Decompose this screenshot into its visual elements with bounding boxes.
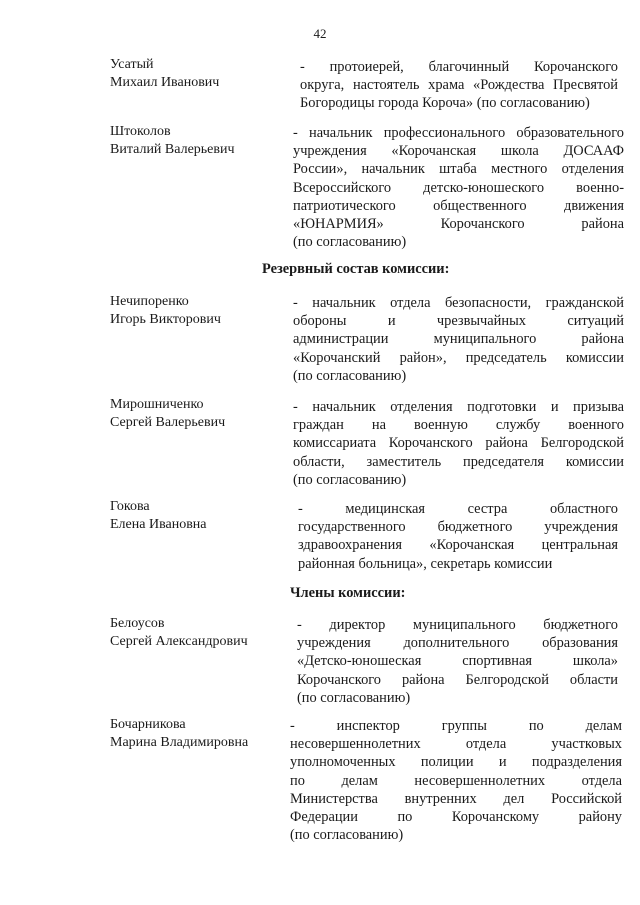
member-description bbox=[293, 294, 624, 385]
description-line: уполномоченных полиции и подразделения bbox=[290, 754, 622, 771]
description-line: обороны и чрезвычайных ситуаций bbox=[293, 313, 624, 330]
description-line: несовершеннолетних отдела участковых bbox=[290, 736, 622, 753]
description-line: Федерации по Корочанскому району bbox=[290, 808, 622, 825]
description-line: Корочанского района Белгородской области bbox=[297, 671, 618, 688]
member-description bbox=[300, 58, 618, 113]
description-line: «Детско-юношеская спортивная школа» bbox=[297, 653, 618, 670]
member-description bbox=[293, 398, 624, 489]
description-line: государственного бюджетного учреждения bbox=[298, 519, 618, 536]
description-line: здравоохранения «Корочанская центральная bbox=[298, 537, 618, 554]
description-line: (по согласованию) bbox=[293, 471, 407, 488]
description-line: (по согласованию) bbox=[290, 827, 404, 844]
member-description bbox=[293, 124, 624, 251]
description-line: администрации муниципального района bbox=[293, 331, 624, 348]
description-line: - инспектор группы по делам bbox=[290, 718, 622, 734]
section-heading-members: Члены комиссии: bbox=[290, 585, 406, 601]
description-line: комиссариата Корочанского района Белгородской bbox=[293, 435, 624, 452]
description-line: Всероссийского детско-юношеского военно- bbox=[293, 179, 624, 196]
member-name: Нечипоренко Игорь Викторович bbox=[110, 294, 221, 327]
member-description bbox=[290, 717, 622, 844]
description-line: - протоиерей, благочинный Корочанского bbox=[300, 59, 618, 75]
description-line: учреждения «Корочанская школа ДОСААФ bbox=[293, 143, 624, 160]
description-line: Богородицы города Короча» (по согласованию) bbox=[300, 95, 590, 112]
member-name: Штоколов Виталий Валерьевич bbox=[110, 124, 235, 157]
description-line: России», начальник штаба местного отделения bbox=[293, 161, 624, 178]
description-line: округа, настоятель храма «Рождества Пресвятой bbox=[300, 77, 618, 94]
member-description bbox=[297, 616, 618, 707]
section-heading-reserve: Резервный состав комиссии: bbox=[262, 261, 450, 277]
member-name: Бочарникова Марина Владимировна bbox=[110, 717, 249, 750]
description-line: «ЮНАРМИЯ» Корочанского района bbox=[293, 215, 624, 232]
member-name: Усатый Михаил Иванович bbox=[110, 57, 220, 90]
description-line: - начальник профессионального образовательного bbox=[293, 125, 624, 141]
description-line: - начальник отдела безопасности, гражданской bbox=[293, 295, 624, 311]
member-description bbox=[298, 500, 618, 573]
description-line: граждан на военную службу военного bbox=[293, 417, 624, 434]
description-line: по делам несовершеннолетних отдела bbox=[290, 772, 622, 789]
description-line: Министерства внутренних дел Российской bbox=[290, 790, 622, 807]
description-line: (по согласованию) bbox=[293, 234, 407, 251]
description-line: учреждения дополнительного образования bbox=[297, 635, 618, 652]
description-line: - медицинская сестра областного bbox=[298, 501, 618, 517]
description-line: районная больница», секретарь комиссии bbox=[298, 555, 553, 572]
description-line: «Корочанский район», председатель комиссии bbox=[293, 349, 624, 366]
member-name: Мирошниченко Сергей Валерьевич bbox=[110, 397, 226, 430]
page-number: 42 bbox=[313, 26, 327, 41]
member-name: Белоусов Сергей Александрович bbox=[110, 616, 248, 649]
description-line: - директор муниципального бюджетного bbox=[297, 617, 618, 633]
description-line: (по согласованию) bbox=[297, 689, 411, 706]
description-line: патриотического общественного движения bbox=[293, 197, 624, 214]
member-name: Гокова Елена Ивановна bbox=[110, 499, 207, 532]
description-line: - начальник отделения подготовки и призыва bbox=[293, 399, 624, 415]
description-line: области, заместитель председателя комиссии bbox=[293, 453, 624, 470]
description-line: (по согласованию) bbox=[293, 367, 407, 384]
